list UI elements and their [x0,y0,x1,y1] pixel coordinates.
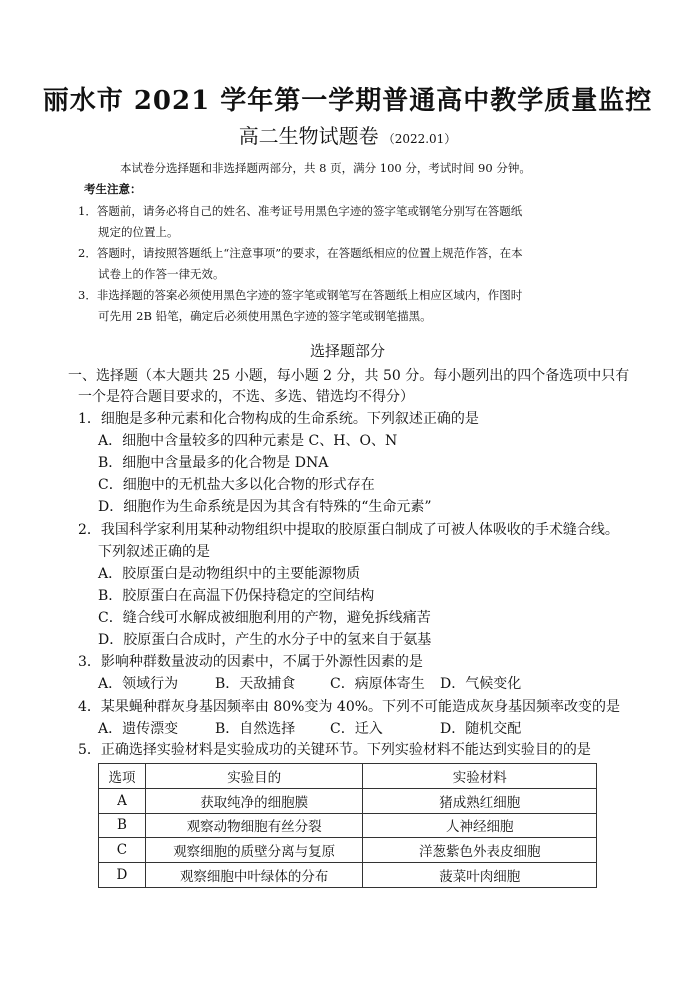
question-1-option-a: A．细胞中含量较多的四种元素是 C、H、O、N [98,433,398,449]
table-cell: 观察细胞中叶绿体的分布 [145,863,363,888]
table-header: 实验目的 [145,764,363,789]
table-cell: 人神经细胞 [363,813,597,838]
question-4-option-c: C．迁入 [330,721,383,737]
question-2-stem: 2．我国科学家利用某种动物组织中提取的胶原蛋白制成了可被人体吸收的手术缝合线。 [78,522,619,538]
note-line: 2．答题时，请按照答题纸上“注意事项”的要求，在答题纸相应的位置上规范作答，在本 [78,246,523,260]
table-header: 实验材料 [363,764,597,789]
question-2-option-d: D．胶原蛋白合成时，产生的水分子中的氢来自于氨基 [98,632,432,648]
note-line: 试卷上的作答一律无效。 [98,267,225,281]
question-3-option-c: C．病原体寄生 [330,676,425,692]
question-3-stem: 3．影响种群数量波动的因素中，不属于外源性因素的是 [78,654,423,670]
note-line: 规定的位置上。 [98,225,179,239]
question-2-stem-cont: 下列叙述正确的是 [98,544,210,560]
table-row [99,863,597,888]
question-3-option-b: B．天敌捕食 [215,676,296,692]
question-5-stem: 5．正确选择实验材料是实验成功的关键环节。下列实验材料不能达到实验目的的是 [78,742,591,758]
notes-heading: 考生注意： [84,182,142,196]
question-2-option-b: B．胶原蛋白在高温下仍保持稳定的空间结构 [98,588,375,604]
table-cell: A [99,788,146,813]
question-1-stem: 1．细胞是多种元素和化合物构成的生命系统。下列叙述正确的是 [78,411,479,427]
intro-text: 本试卷分选择题和非选择题两部分，共 8 页，满分 100 分，考试时间 90 分钟。 [120,161,531,175]
experiment-materials-table [98,763,597,888]
instructions-line: 一个是符合题目要求的，不选、多选、错选均不得分） [78,389,414,405]
question-2-option-a: A．胶原蛋白是动物组织中的主要能源物质 [98,566,361,582]
note-line: 3．非选择题的答案必须使用黑色字迹的签字笔或钢笔写在答题纸上相应区域内，作图时 [78,288,523,302]
question-2-option-c: C．缝合线可水解成被细胞利用的产物，避免拆线痛苦 [98,610,431,626]
table-cell: 获取纯净的细胞膜 [145,788,363,813]
question-3-option-d: D．气候变化 [440,676,522,692]
table-cell: 猪成熟红细胞 [363,788,597,813]
question-4-option-d: D．随机交配 [440,721,522,737]
question-4-option-a: A．遗传漂变 [98,721,179,737]
question-1-option-b: B．细胞中含量最多的化合物是 DNA [98,455,329,471]
note-line: 可先用 2B 铅笔，确定后必须使用黑色字迹的签字笔或钢笔描黑。 [98,309,432,323]
table-cell: 观察动物细胞有丝分裂 [145,813,363,838]
table-cell: 菠菜叶肉细胞 [363,863,597,888]
question-4-option-b: B．自然选择 [215,721,296,737]
instructions-line: 一、选择题（本大题共 25 小题，每小题 2 分，共 50 分。每小题列出的四个备选项中只有 [68,368,630,384]
table-row [99,813,597,838]
section-title: 选择题部分 [309,342,385,360]
question-3-option-a: A．领域行为 [98,676,179,692]
table-cell: D [99,863,146,888]
exam-title: 丽水市 2021 学年第一学期普通高中教学质量监控 [42,86,653,116]
table-header-row [99,764,597,789]
table-cell: B [99,813,146,838]
note-line: 1．答题前，请务必将自己的姓名、准考证号用黑色字迹的签字笔或钢笔分别写在答题纸 [78,204,523,218]
subject-title: 高二生物试题卷 [238,124,379,148]
table-cell: 洋葱紫色外表皮细胞 [363,838,597,863]
table-header: 选项 [99,764,146,789]
table-cell: 观察细胞的质壁分离与复原 [145,838,363,863]
table-cell: C [99,838,146,863]
question-1-option-c: C．细胞中的无机盐大多以化合物的形式存在 [98,477,375,493]
date-code: （2022.01） [382,132,457,146]
table-row [99,788,597,813]
exam-subtitle [0,120,695,149]
question-4-stem: 4．某果蝇种群灰身基因频率由 80%变为 40%。下列不可能造成灰身基因频率改变的是 [78,699,621,715]
table-row [99,838,597,863]
question-1-option-d: D．细胞作为生命系统是因为其含有特殊的“生命元素” [98,499,432,515]
